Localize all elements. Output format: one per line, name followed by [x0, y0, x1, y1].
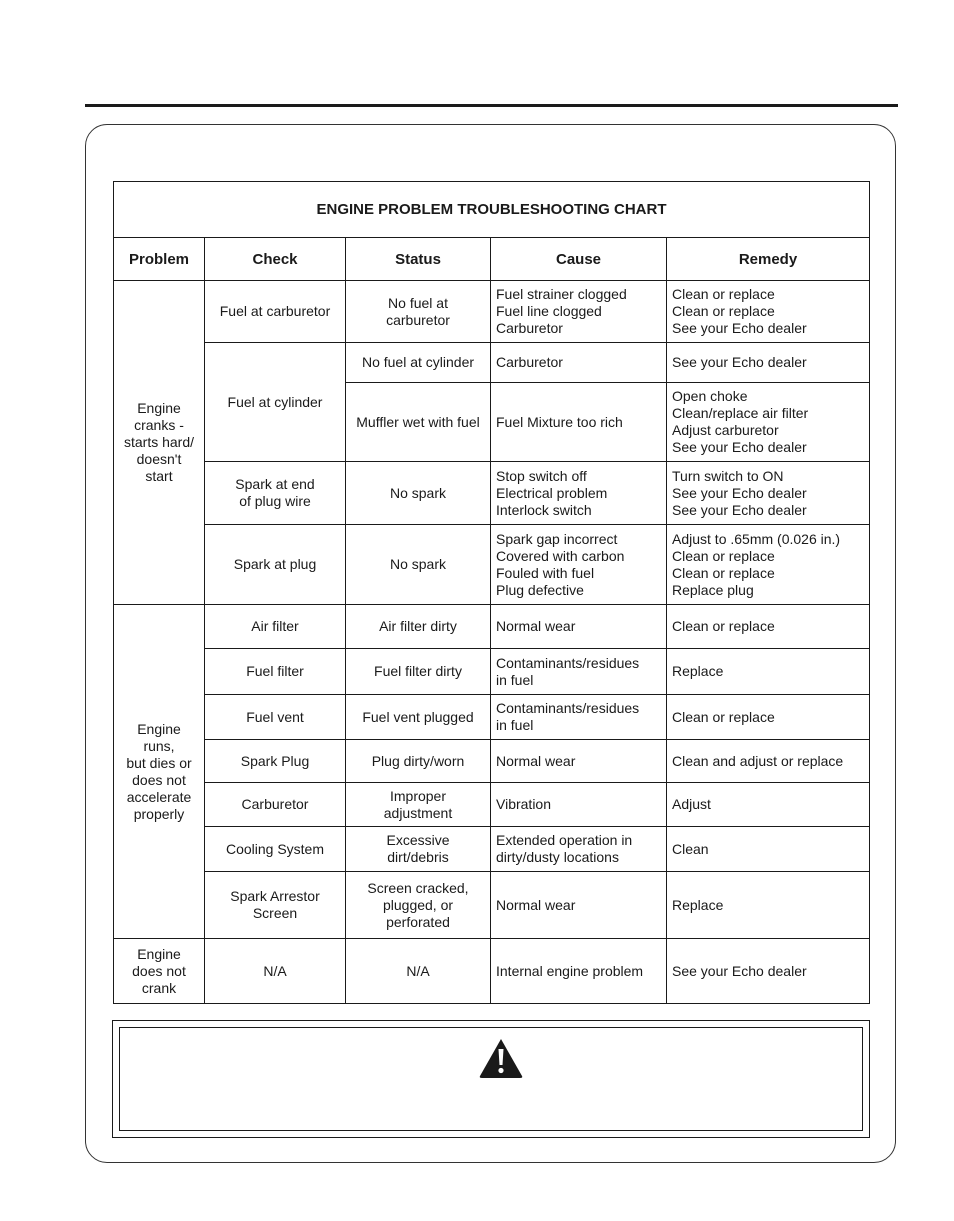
status-cell: Fuel vent plugged [346, 695, 491, 740]
check-cell: Spark at plug [205, 525, 346, 605]
status-cell: No spark [346, 525, 491, 605]
status-cell: No fuel at cylinder [346, 343, 491, 383]
status-cell: Air filter dirty [346, 605, 491, 649]
cause-cell: Stop switch off Electrical problem Interlock switch [491, 462, 667, 525]
cause-cell: Contaminants/residues in fuel [491, 649, 667, 695]
remedy-cell: Clean or replace [667, 695, 870, 740]
table-row [114, 695, 870, 740]
warning-box [112, 1020, 870, 1138]
cause-cell: Vibration [491, 783, 667, 827]
problem-cell: Engine runs, but dies or does not accelerate properly [114, 605, 205, 939]
table-row [114, 939, 870, 1004]
status-cell: Muffler wet with fuel [346, 383, 491, 462]
check-cell: Spark Plug [205, 740, 346, 783]
check-cell: N/A [205, 939, 346, 1004]
warning-box-inner [119, 1027, 863, 1131]
remedy-cell: Turn switch to ON See your Echo dealer See your Echo dealer [667, 462, 870, 525]
header-status: Status [346, 238, 491, 281]
chart-title: ENGINE PROBLEM TROUBLESHOOTING CHART [114, 182, 870, 238]
check-cell: Fuel filter [205, 649, 346, 695]
cause-cell: Carburetor [491, 343, 667, 383]
status-cell: N/A [346, 939, 491, 1004]
table-row [114, 649, 870, 695]
cause-cell: Extended operation in dirty/dusty locations [491, 827, 667, 872]
problem-cell: Engine does not crank [114, 939, 205, 1004]
cause-cell: Normal wear [491, 605, 667, 649]
table-row [114, 872, 870, 939]
warning-triangle-icon [479, 1038, 523, 1078]
cause-cell: Fuel Mixture too rich [491, 383, 667, 462]
status-cell: Improper adjustment [346, 783, 491, 827]
header-problem: Problem [114, 238, 205, 281]
table-row [114, 525, 870, 605]
cause-cell: Fuel strainer clogged Fuel line clogged Carburetor [491, 281, 667, 343]
check-cell: Spark Arrestor Screen [205, 872, 346, 939]
remedy-cell: See your Echo dealer [667, 343, 870, 383]
header-row [114, 238, 870, 281]
check-cell: Carburetor [205, 783, 346, 827]
remedy-cell: Adjust [667, 783, 870, 827]
table-row [114, 605, 870, 649]
top-rule [85, 104, 898, 107]
table-row [114, 343, 870, 383]
check-cell: Spark at end of plug wire [205, 462, 346, 525]
status-cell: Plug dirty/worn [346, 740, 491, 783]
status-cell: Excessive dirt/debris [346, 827, 491, 872]
check-cell: Fuel vent [205, 695, 346, 740]
check-cell: Air filter [205, 605, 346, 649]
cause-cell: Normal wear [491, 872, 667, 939]
header-cause: Cause [491, 238, 667, 281]
problem-cell: Engine cranks - starts hard/ doesn't start [114, 281, 205, 605]
remedy-cell: Clean or replace Clean or replace See your Echo dealer [667, 281, 870, 343]
cause-cell: Normal wear [491, 740, 667, 783]
header-check: Check [205, 238, 346, 281]
table-row [114, 740, 870, 783]
troubleshooting-table [113, 181, 870, 1004]
cause-cell: Contaminants/residues in fuel [491, 695, 667, 740]
remedy-cell: Clean [667, 827, 870, 872]
remedy-cell: Replace [667, 872, 870, 939]
remedy-cell: Replace [667, 649, 870, 695]
status-cell: No fuel at carburetor [346, 281, 491, 343]
table-row [114, 827, 870, 872]
cause-cell: Spark gap incorrect Covered with carbon Fouled with fuel Plug defective [491, 525, 667, 605]
status-cell: Fuel filter dirty [346, 649, 491, 695]
cause-cell: Internal engine problem [491, 939, 667, 1004]
status-cell: No spark [346, 462, 491, 525]
remedy-cell: Open choke Clean/replace air filter Adjust carburetor See your Echo dealer [667, 383, 870, 462]
remedy-cell: Clean or replace [667, 605, 870, 649]
status-cell: Screen cracked, plugged, or perforated [346, 872, 491, 939]
remedy-cell: Clean and adjust or replace [667, 740, 870, 783]
check-cell: Fuel at cylinder [205, 343, 346, 462]
remedy-cell: Adjust to .65mm (0.026 in.) Clean or replace Clean or replace Replace plug [667, 525, 870, 605]
check-cell: Fuel at carburetor [205, 281, 346, 343]
table-row [114, 462, 870, 525]
table-row [114, 783, 870, 827]
header-remedy: Remedy [667, 238, 870, 281]
table-row [114, 281, 870, 343]
check-cell: Cooling System [205, 827, 346, 872]
remedy-cell: See your Echo dealer [667, 939, 870, 1004]
